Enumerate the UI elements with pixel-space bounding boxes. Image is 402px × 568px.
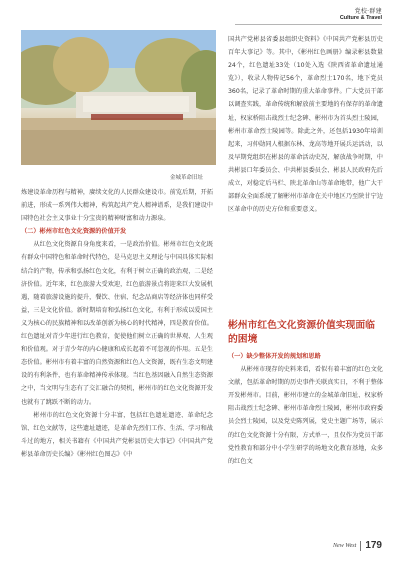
paragraph: 国共产党彬县省委县组织史资料》《中国共产党彬县历史百年大事记》等。其中，《彬州红色画册》编录彬县数量24个，红色遗址33处（10处入选《陕西省革命遗址通览》），收录人物传记56个，革命烈士170名，地下党员360名，记录了革命时期的重大革命事件。广大党员干部以调查实践，革命传统和解放前主要地的有保存的革命遗址，权家桥阻击战烈士纪念碑、彬州市为首头烈士陵园，彬州市革命烈士陵园等。除此之外，还包括1930年培训起来，习仲勋同人根据东林、龙高等地开展兵运活动，以及早期党组织在彬县的革命活动史况，解放战争时期，中共彬县口年委员会、中共彬县委员会、彬县人民政府先后成立，对稳定后马栏、陕北革命山等革命地带，他广大干部群众全面系统了解彬州市革命在关中地区乃至陕甘宁边区革命中的历史方位和重要意义。: [228, 36, 383, 214]
section-label: 党校·群建: [354, 8, 382, 15]
paragraph: 从红色文化资源自身角度来看，一是政治价值。彬州市红色文化既有群众中国特色和革命时代特色，是马克思主义理论与中国具体实际相结合的产物，传承和弘扬红色文化，有利于树立正确的政治观，二是经济价值。近年来，红色旅游大受欢迎，红色旅游景点将迎来巨大发展机遇，随着旅游设施的提升，餐饮、住宿、纪念品商店等经济体也同样受益，三是文化价值。新时期培育和弘扬红色文化，有利于形成以爱国主义为核心的民族精神和以改革创新为核心的时代精神，四是教育价值。红色遗址对青少年进行红色教育，促使他们树立正确的世界观、人生观和价值观。对于青少年的内心健康和成长起着不可忽视的作用。五是生态价值。彬州市有着丰富的自然资源和红色人文资源，既有生态文明建设的有利条件，也有革命精神传承体现。当红色基因融入自然生态资源之中，当文明与生态有了交汇融合的契机，彬州市的红色文化资源开发也就有了跳跃不断的动力。: [21, 241, 213, 406]
section-label-en: Culture & Travel: [339, 15, 382, 21]
magazine-name: New West: [333, 542, 357, 549]
site-photo: [21, 30, 216, 165]
page-number: 179: [365, 540, 382, 551]
subheading: （一）缺少整体开发的规划和思路: [228, 353, 321, 360]
section-title: 彬州市红色文化资源价值实现面临的困境: [228, 320, 375, 345]
photo-caption: 金城革命旧址: [170, 175, 204, 181]
section-body: [228, 350, 383, 468]
footer-divider: [360, 541, 361, 551]
paragraph: 炼建设革命历程与精神，赓续文化的人民群众建设市。前览后期，开拓前进，形成一系列伟大精神，构筑起共产党人精神谱系，是我们建设中国特色社会主义事业十分宝贵的精神财富和动力源泉。: [21, 189, 213, 223]
subheading: （二）彬州市红色文化资源的价值开发: [21, 228, 127, 236]
page-footer: [333, 540, 382, 551]
paragraph: 彬州市的红色文化资源十分丰富，包括红色遗址遗迹、革命纪念馆、红色文献等，这些遗址遗迹，是革命先烈们工作、生活、学习和战斗过的地方，相关书籍有《中国共产党彬县历史大事记》《中国共产党彬县革命历史长编》《彬州红色图志》《中: [21, 411, 213, 458]
paragraph: 从彬州市现存的史料来看，看似有着丰富的红色文化文献，包括革命时期的历史事件关联真实日，不利于整体开发彬州市。目前，彬州市建立的金城革命旧址、权家桥阻击战烈士纪念碑、彬州市革命烈士陵园，彬州市政府委员会烈士陵园，以及党史陈列展，党史主题广场等，展示的红色文化资源十分有限，方式单一，且仅作为党员干部党性教育和部分中小学生研学的场地文化教育基地，众多的红色文: [228, 366, 383, 465]
left-column: [21, 186, 213, 461]
photo-illustration: [21, 30, 216, 165]
right-column: [228, 33, 383, 216]
page-header: [340, 9, 382, 22]
header-rule: [235, 24, 382, 25]
